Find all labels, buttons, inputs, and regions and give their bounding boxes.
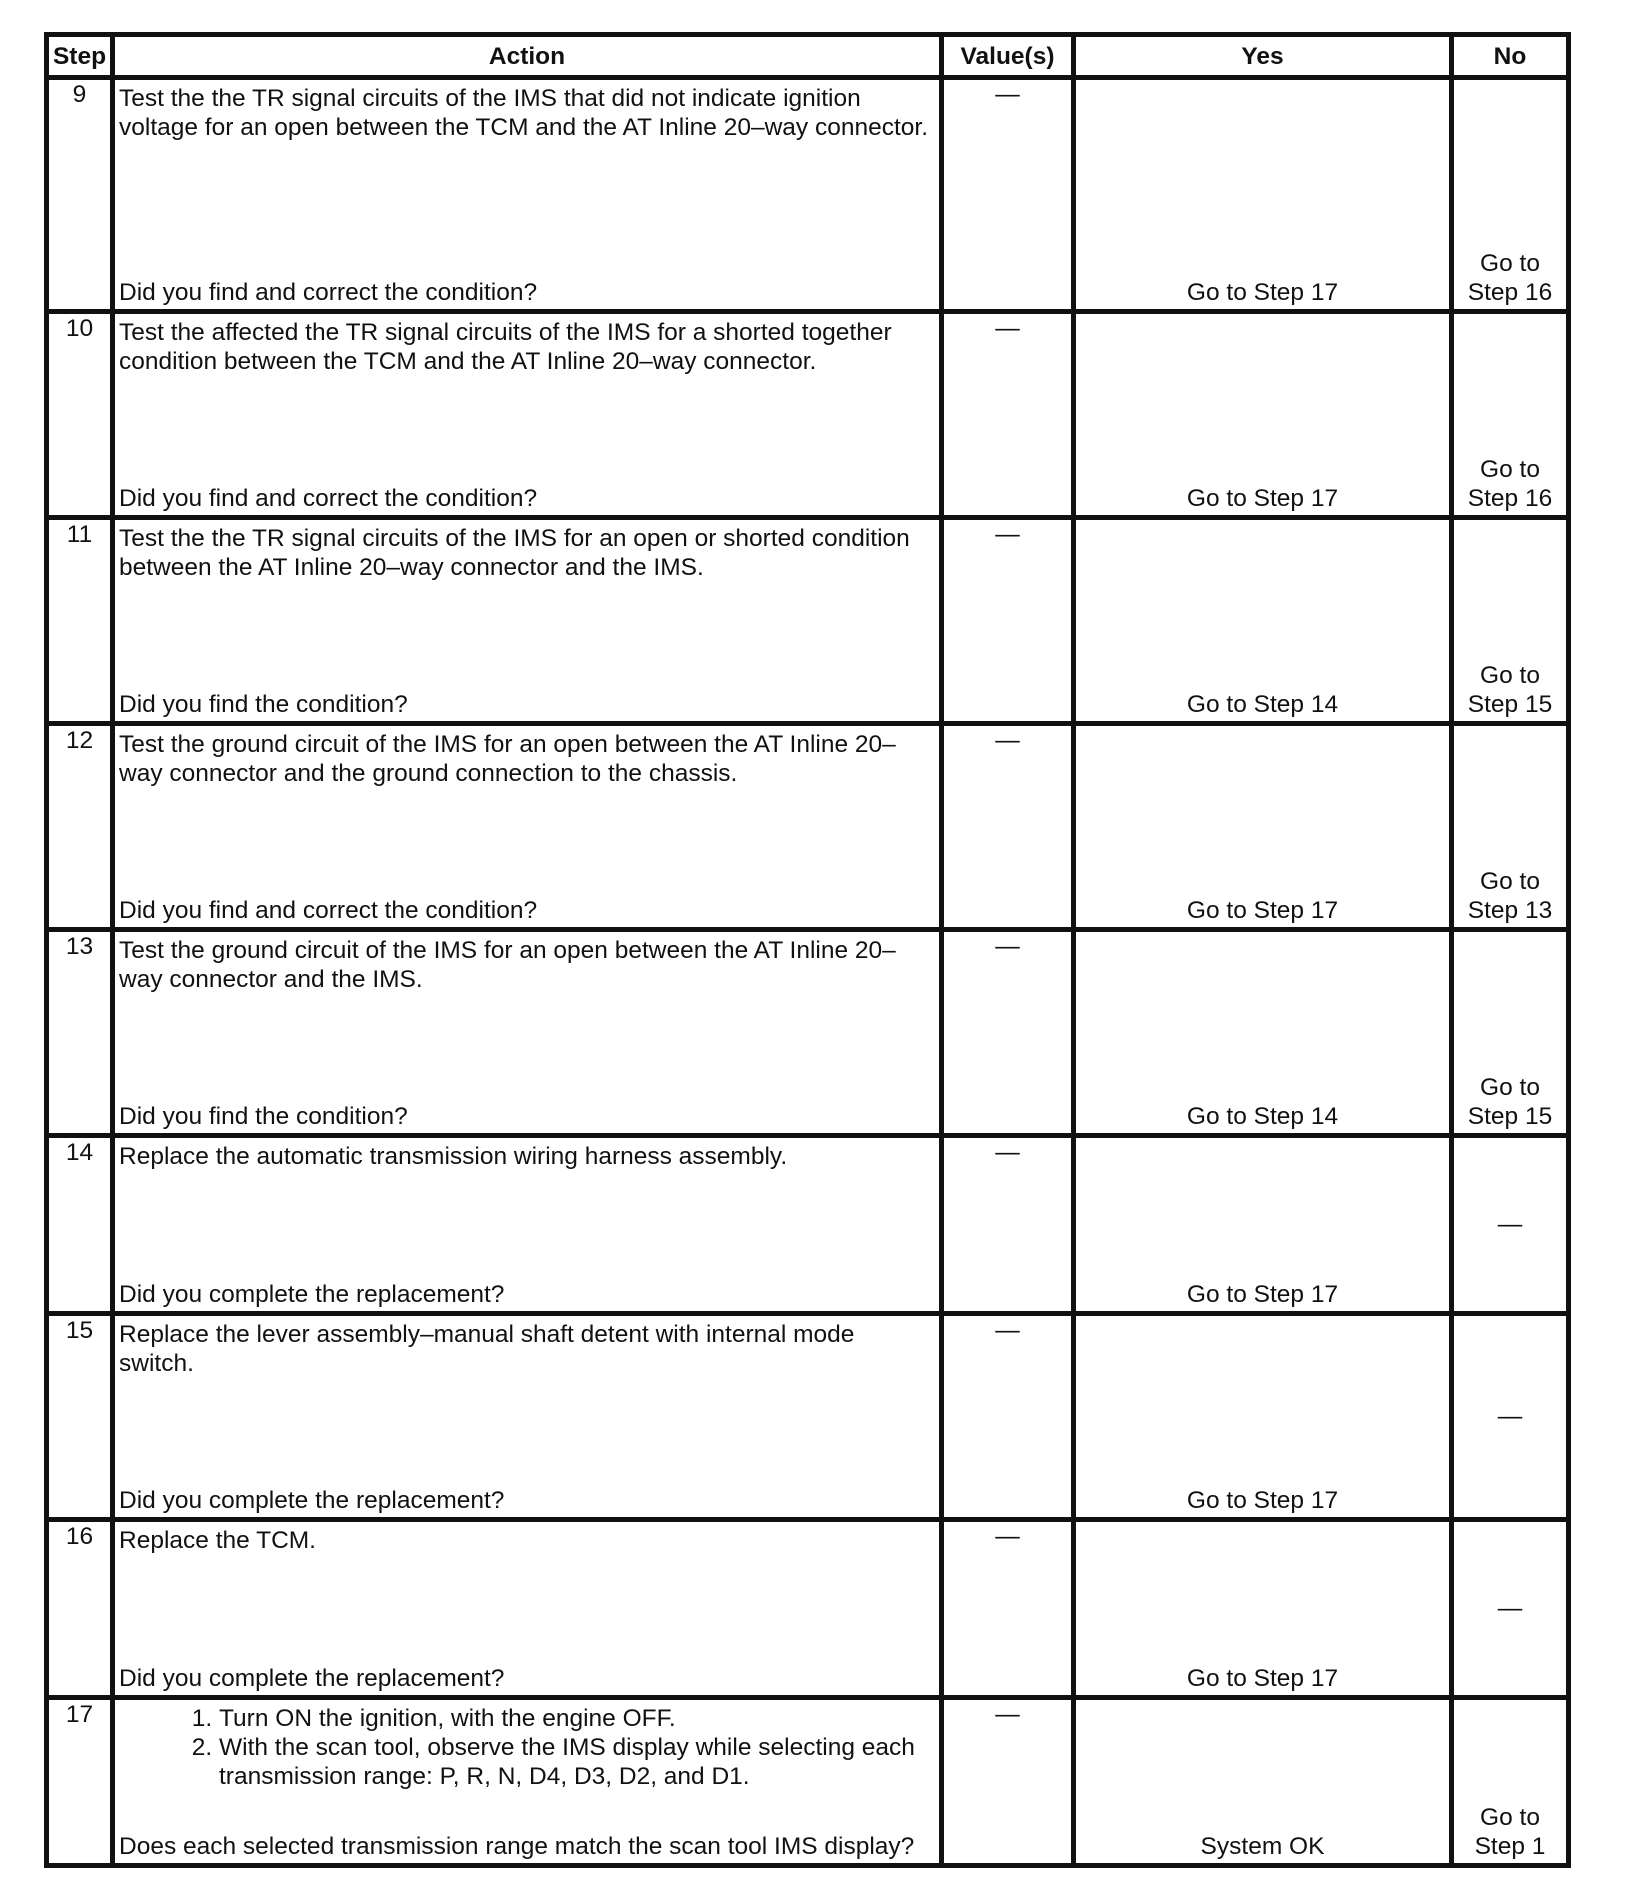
yes-cell (1074, 1520, 1452, 1698)
table-row (47, 1314, 1569, 1520)
no-cell (1452, 78, 1569, 312)
yes-cell (1074, 1314, 1452, 1520)
step-number: 16 (47, 1520, 113, 1698)
action-text: Test the the TR signal circuits of the IMS that did not indicate ignition voltage for an open between the TCM and the AT Inline 20–way connector. (119, 85, 929, 141)
header-action: Action (113, 35, 942, 78)
no-cell (1452, 1698, 1569, 1866)
value-cell: — (942, 518, 1074, 724)
step-number: 15 (47, 1314, 113, 1520)
action-question: Did you find the condition? (119, 1103, 408, 1130)
yes-link[interactable]: Go to Step 14 (1186, 1103, 1339, 1130)
yes-cell (1074, 312, 1452, 518)
action-list-item: 1. Turn ON the ignition, with the engine OFF. (219, 1704, 931, 1733)
value-cell: — (942, 930, 1074, 1136)
yes-link[interactable]: Go to Step 17 (1186, 1281, 1339, 1308)
action-text: Test the ground circuit of the IMS for an open between the AT Inline 20–way connector and the IMS. (119, 937, 896, 993)
action-cell (113, 930, 942, 1136)
no-cell (1452, 518, 1569, 724)
action-question: Did you find and correct the condition? (119, 485, 538, 512)
action-text: Test the ground circuit of the IMS for an open between the AT Inline 20–way connector and the ground connection to the chassis. (119, 731, 896, 787)
table-row (47, 1136, 1569, 1314)
action-cell (113, 1698, 942, 1866)
step-number: 17 (47, 1698, 113, 1866)
yes-cell (1074, 724, 1452, 930)
no-cell (1452, 724, 1569, 930)
no-link-line1: Go to (1480, 662, 1540, 689)
action-text: Replace the automatic transmission wiring harness assembly. (119, 1143, 788, 1170)
diagnostic-table (44, 32, 1571, 1868)
action-question: Did you complete the replacement? (119, 1487, 505, 1514)
table-row (47, 930, 1569, 1136)
header-step: Step (47, 35, 113, 78)
value-cell: — (942, 78, 1074, 312)
no-link-line2: Step 16 (1467, 485, 1553, 512)
value-cell: — (942, 312, 1074, 518)
value-cell: — (942, 1520, 1074, 1698)
yes-cell (1074, 1136, 1452, 1314)
no-cell (1452, 1520, 1569, 1698)
no-value: — (1497, 1595, 1523, 1622)
yes-cell (1074, 518, 1452, 724)
action-cell (113, 1520, 942, 1698)
no-link[interactable] (1454, 455, 1566, 513)
no-link-line1: Go to (1480, 456, 1540, 483)
no-value: — (1497, 1211, 1523, 1238)
no-link-line1: Go to (1480, 1074, 1540, 1101)
yes-link[interactable]: Go to Step 17 (1186, 485, 1339, 512)
action-cell (113, 1136, 942, 1314)
no-cell (1452, 930, 1569, 1136)
action-question: Did you find the condition? (119, 691, 408, 718)
action-question: Did you find and correct the condition? (119, 279, 538, 306)
step-number: 12 (47, 724, 113, 930)
yes-link[interactable]: Go to Step 14 (1186, 691, 1339, 718)
no-link-line1: Go to (1480, 250, 1540, 277)
value-cell: — (942, 1698, 1074, 1866)
value-cell: — (942, 724, 1074, 930)
action-cell (113, 518, 942, 724)
no-link[interactable] (1454, 1073, 1566, 1131)
step-number: 11 (47, 518, 113, 724)
no-link[interactable] (1454, 867, 1566, 925)
no-cell (1452, 312, 1569, 518)
header-no: No (1452, 35, 1569, 78)
no-link-line2: Step 16 (1467, 279, 1553, 306)
yes-link[interactable]: Go to Step 17 (1186, 279, 1339, 306)
no-link-line2: Step 1 (1474, 1833, 1546, 1860)
value-cell: — (942, 1314, 1074, 1520)
step-number: 13 (47, 930, 113, 1136)
table-row (47, 1698, 1569, 1866)
no-link-line1: Go to (1480, 868, 1540, 895)
no-link-line1: Go to (1480, 1804, 1540, 1831)
action-cell (113, 78, 942, 312)
no-link-line2: Step 15 (1467, 691, 1553, 718)
no-value: — (1497, 1403, 1523, 1430)
action-text: Test the affected the TR signal circuits of the IMS for a shorted together condition between the TCM and the AT Inline 20–way connector. (119, 319, 892, 375)
no-link[interactable] (1454, 249, 1566, 307)
action-list (119, 1704, 931, 1791)
header-yes: Yes (1074, 35, 1452, 78)
step-number: 14 (47, 1136, 113, 1314)
action-question: Did you complete the replacement? (119, 1281, 505, 1308)
yes-link[interactable]: Go to Step 17 (1186, 1487, 1339, 1514)
yes-link[interactable]: Go to Step 17 (1186, 897, 1339, 924)
step-number: 10 (47, 312, 113, 518)
action-cell (113, 724, 942, 930)
table-row (47, 724, 1569, 930)
action-question: Did you complete the replacement? (119, 1665, 505, 1692)
header-values: Value(s) (942, 35, 1074, 78)
action-text: Replace the TCM. (119, 1527, 316, 1554)
no-link[interactable] (1454, 1803, 1566, 1861)
table-row (47, 518, 1569, 724)
action-text: Test the the TR signal circuits of the IMS for an open or shorted condition between the AT Inline 20–way connector and the IMS. (119, 525, 910, 581)
no-link[interactable] (1454, 661, 1566, 719)
action-question: Did you find and correct the condition? (119, 897, 538, 924)
action-text: Replace the lever assembly–manual shaft detent with internal mode switch. (119, 1321, 855, 1377)
yes-cell (1074, 930, 1452, 1136)
yes-cell (1074, 1698, 1452, 1866)
table-header-row (47, 35, 1569, 78)
table-row (47, 78, 1569, 312)
action-cell (113, 1314, 942, 1520)
table-row (47, 1520, 1569, 1698)
yes-cell (1074, 78, 1452, 312)
no-link-line2: Step 15 (1467, 1103, 1553, 1130)
table-row (47, 312, 1569, 518)
no-link-line2: Step 13 (1467, 897, 1553, 924)
no-cell (1452, 1136, 1569, 1314)
yes-link[interactable]: Go to Step 17 (1186, 1665, 1339, 1692)
action-question: Does each selected transmission range match the scan tool IMS display? (119, 1833, 915, 1860)
value-cell: — (942, 1136, 1074, 1314)
step-number: 9 (47, 78, 113, 312)
no-cell (1452, 1314, 1569, 1520)
action-list-item: 2. With the scan tool, observe the IMS display while selecting each transmission range: P, R, N, D4, D3, D2, and D1. (219, 1733, 931, 1791)
yes-link[interactable]: System OK (1200, 1833, 1325, 1860)
action-cell (113, 312, 942, 518)
